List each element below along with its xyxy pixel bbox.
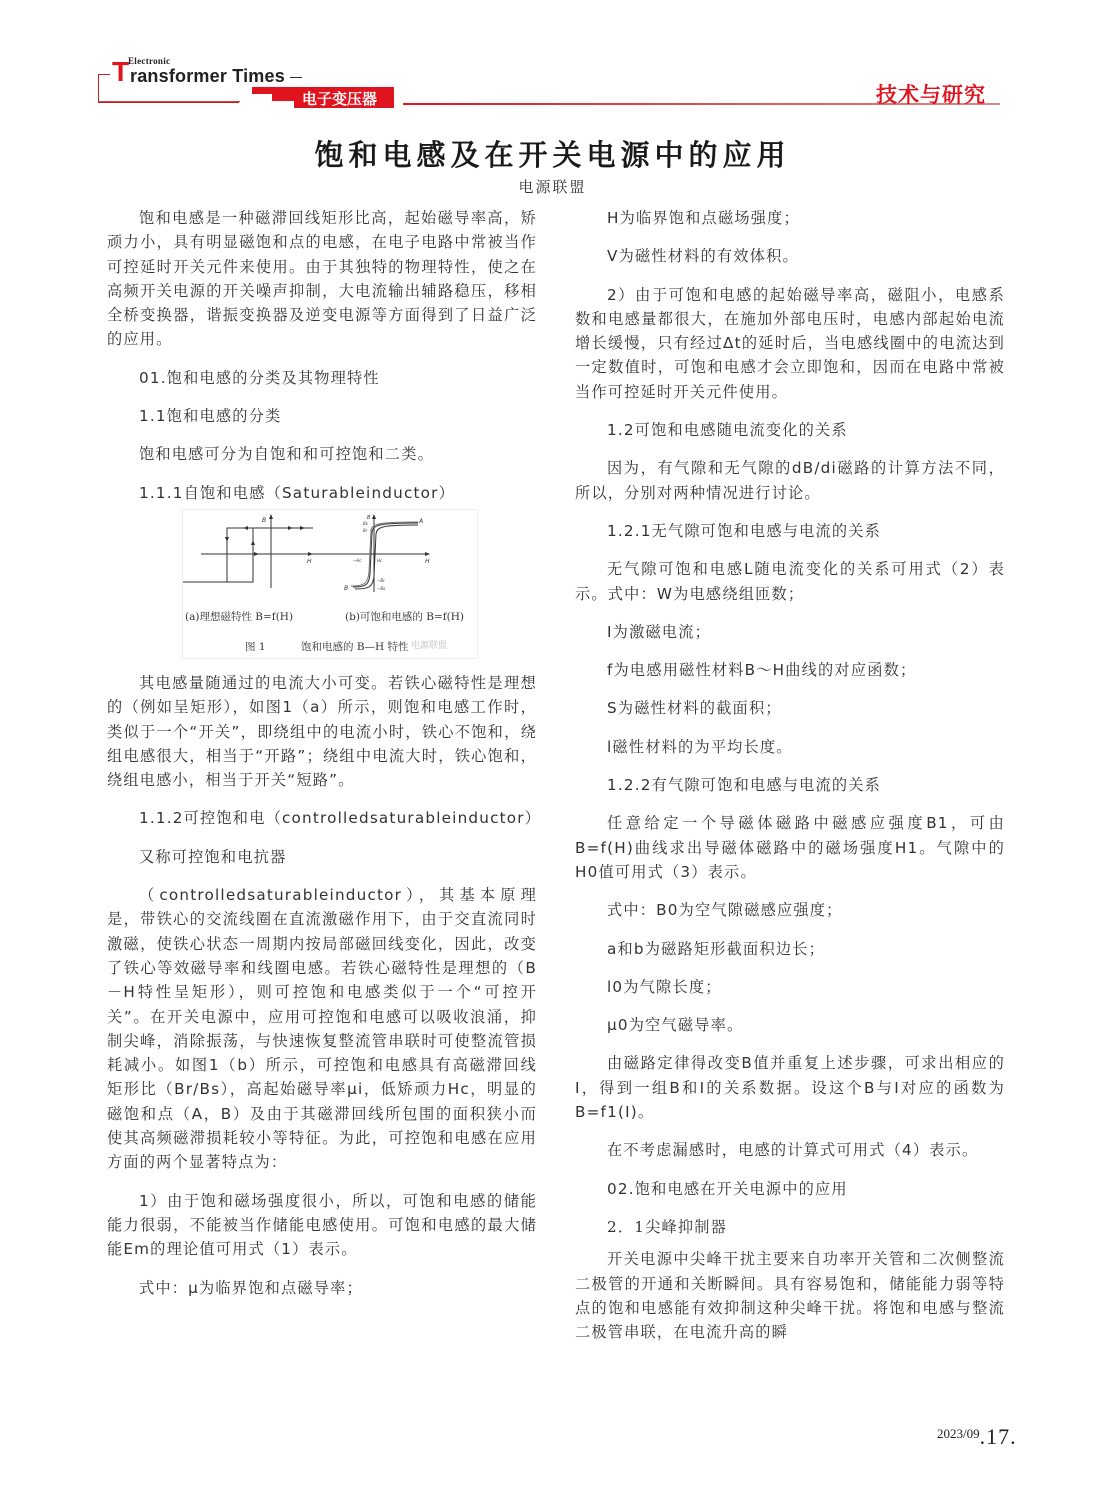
watermark: 电源联盟 xyxy=(411,640,448,651)
page-number: .17. xyxy=(979,1424,1017,1449)
axis-label-h-b: H xyxy=(425,557,430,565)
neg-bs-label: −Bs xyxy=(377,585,386,591)
paragraph: 式中：B0为空气隙磁感应强度； xyxy=(607,901,843,920)
paragraph: H为临界饱和点磁场强度； xyxy=(607,209,800,227)
article-title: 饱和电感及在开关电源中的应用 xyxy=(314,138,791,172)
point-b-label: B xyxy=(344,584,349,592)
figure-number: 图 1 xyxy=(245,640,266,653)
left-column xyxy=(107,206,542,1300)
masthead-rule-left xyxy=(98,101,240,102)
subsection-heading: 1.1饱和电感的分类 xyxy=(139,407,282,426)
point-a-label: A xyxy=(419,517,424,525)
paragraph: 开关电源中尖峰干扰主要来自功率开关管和二次侧整流二极管的开通和关断瞬间。具有容易饱和，储能能力弱等特点的饱和电感能有效抑制这种尖峰干扰。将饱和电感与整流二极管串联，在电流升高的瞬 xyxy=(575,1250,1005,1342)
logo-electronic: Electronic xyxy=(128,56,171,66)
paragraph: 饱和电感可分为自饱和和可控饱和二类。 xyxy=(139,445,434,464)
figure-1 xyxy=(182,509,478,659)
neg-br-label: −Br xyxy=(377,577,385,583)
paragraph: f为电感用磁性材料B～H曲线的对应函数； xyxy=(607,661,917,680)
paragraph: 2）由于可饱和电感的起始磁导率高，磁阻小，电感系数和电感量都很大，在施加外部电压时，电感内部起始电流增长缓慢，只有经过Δt的延时后，当电感线圈中的电流达到一定数值时，可饱和电感才会立即饱和，因而在电路中常被当作可控延时开关元件使用。 xyxy=(575,285,1005,401)
subsection-heading: 1.2可饱和电感随电流变化的关系 xyxy=(607,421,848,440)
plot-saturable-bh xyxy=(293,516,428,592)
figure-title: 饱和电感的 B—H 特性 xyxy=(301,640,409,653)
paragraph: 任意给定一个导磁体磁路中磁感应强度B1，可由B=f(H)曲线求出导磁体磁路中的磁场强度H1。气隙中的H0值可用式（3）表示。 xyxy=(575,814,1005,881)
paragraph: 又称可控饱和电抗器 xyxy=(139,847,287,866)
br-label: Br xyxy=(363,527,368,533)
paragraph: 饱和电感是一种磁滞回线矩形比高，起始磁导率高，矫顽力小，具有明显磁饱和点的电感，在电子电路中常被当作可控延时开关元件来使用。由于其独特的物理特性，使之在高频开关电源的开关噪声抑制，大电流输出辅路稳压，移相全桥变换器，谐振变换器及逆变电源等方面得到了日益广泛的应用。 xyxy=(107,209,537,349)
paragraph: l磁性材料的为平均长度。 xyxy=(607,737,793,756)
axis-label-b-b: B xyxy=(367,514,371,521)
paragraph: 式中：μ为临界饱和点磁导率； xyxy=(139,1278,363,1297)
issue-date: 2023/09 xyxy=(937,1426,980,1441)
logo-wordmark: ransformer Times xyxy=(130,66,285,86)
logo-initial: T xyxy=(112,56,130,87)
subsection-heading: 2．1尖峰抑制器 xyxy=(607,1217,728,1236)
paragraph: 由磁路定律得改变B值并重复上述步骤，可求出相应的I，得到一组B和I的关系数据。设这个B与I对应的函数为B=f1(I)。 xyxy=(575,1054,1005,1122)
paragraph: l0为气隙长度； xyxy=(607,977,722,996)
brand-tab-label: 电子变压器 xyxy=(302,90,378,108)
bs-label: Bs xyxy=(363,520,368,526)
figure-caption-a: (a)理想磁特性 B=f(H) xyxy=(185,610,294,623)
subsection-heading: 1.2.1无气隙可饱和电感与电流的关系 xyxy=(607,521,882,540)
paragraph: μ0为空气磁导率。 xyxy=(607,1016,744,1035)
paragraph: 1）由于饱和磁场强度很小，所以，可饱和电感的储能能力很弱，不能被当作储能电感使用。可饱和电感的最大储能Em的理论值可用式（1）表示。 xyxy=(107,1191,537,1259)
neg-hc-label: −Hc xyxy=(353,557,362,563)
paragraph: 因为，有气隙和无气隙的dB/di磁路的计算方法不同，所以，分别对两种情况进行讨论。 xyxy=(575,459,1005,502)
paragraph: 其电感量随通过的电流大小可变。若铁心磁特性是理想的（例如呈矩形），如图1（a）所示，则饱和电感工作时，类似于一个“开关”，即绕组中的电流小时，铁心不饱和，绕组电感很大，相当于“开路”；绕组中电流大时，铁心饱和，绕组电感小，相当于开关“短路”。 xyxy=(107,673,537,790)
logo-dash xyxy=(290,77,302,78)
brand-tab xyxy=(252,87,402,108)
paragraph: V为磁性材料的有效体积。 xyxy=(607,247,799,266)
article-byline: 电源联盟 xyxy=(518,178,587,196)
hc-label: Hc xyxy=(377,557,383,563)
section-heading: 01.饱和电感的分类及其物理特性 xyxy=(139,368,380,387)
section-label: 技术与研究 xyxy=(876,83,986,107)
subsection-heading: 1.2.2有气隙可饱和电感与电流的关系 xyxy=(607,776,882,795)
subsection-heading: 1.1.1自饱和电感（Saturableinductor） xyxy=(139,483,455,502)
paragraph: a和b为磁路矩形截面积边长； xyxy=(607,939,825,958)
axis-label-b-a: B xyxy=(262,516,267,524)
section-heading: 02.饱和电感在开关电源中的应用 xyxy=(607,1179,848,1198)
right-column xyxy=(575,206,1005,1344)
arrows-a xyxy=(225,514,313,556)
figure-caption-b: (b)可饱和电感的 B=f(H) xyxy=(345,610,465,623)
paragraph: 无气隙可饱和电感L随电流变化的关系可用式（2）表示。式中：W为电感绕组匝数； xyxy=(575,560,1005,603)
subsection-heading: 1.1.2可控饱和电（controlledsaturableinductor） xyxy=(139,809,542,828)
paragraph: 在不考虑漏感时，电感的计算式可用式（4）表示。 xyxy=(607,1141,979,1160)
paragraph: （controlledsaturableinductor），其基本原理是，带铁心的交流线圈在直流激磁作用下，由于交直流同时激磁，使铁心状态一周期内按局部磁回线变化，因此，改变了铁心等效磁导率和线圈电感。若铁心磁特性是理想的（B－H特性呈矩形），则可控饱和电感类似于一个“可控开关”。在开关电源中，应用可控饱和电感可以吸收浪涌，抑制尖峰，消除振荡，与快速恢复整流管串联时可使整流管损耗减小。如图1（b）所示，可控饱和电感具有高磁滞回线矩形比（Br/Bs），高起始磁导率μi，低矫顽力Hc，明显的磁饱和点（A，B）及由于其磁滞回线所包围的面积狭小而使其高频磁滞损耗较小等特征。为此，可控饱和电感在应用方面的两个显著特点为： xyxy=(107,886,537,1172)
paragraph: I为激磁电流； xyxy=(607,622,712,641)
page-footer xyxy=(937,1424,1017,1450)
paragraph: S为磁性材料的截面积； xyxy=(607,699,782,718)
axis-label-h-a: H xyxy=(307,557,312,565)
figure-plots xyxy=(183,510,477,610)
